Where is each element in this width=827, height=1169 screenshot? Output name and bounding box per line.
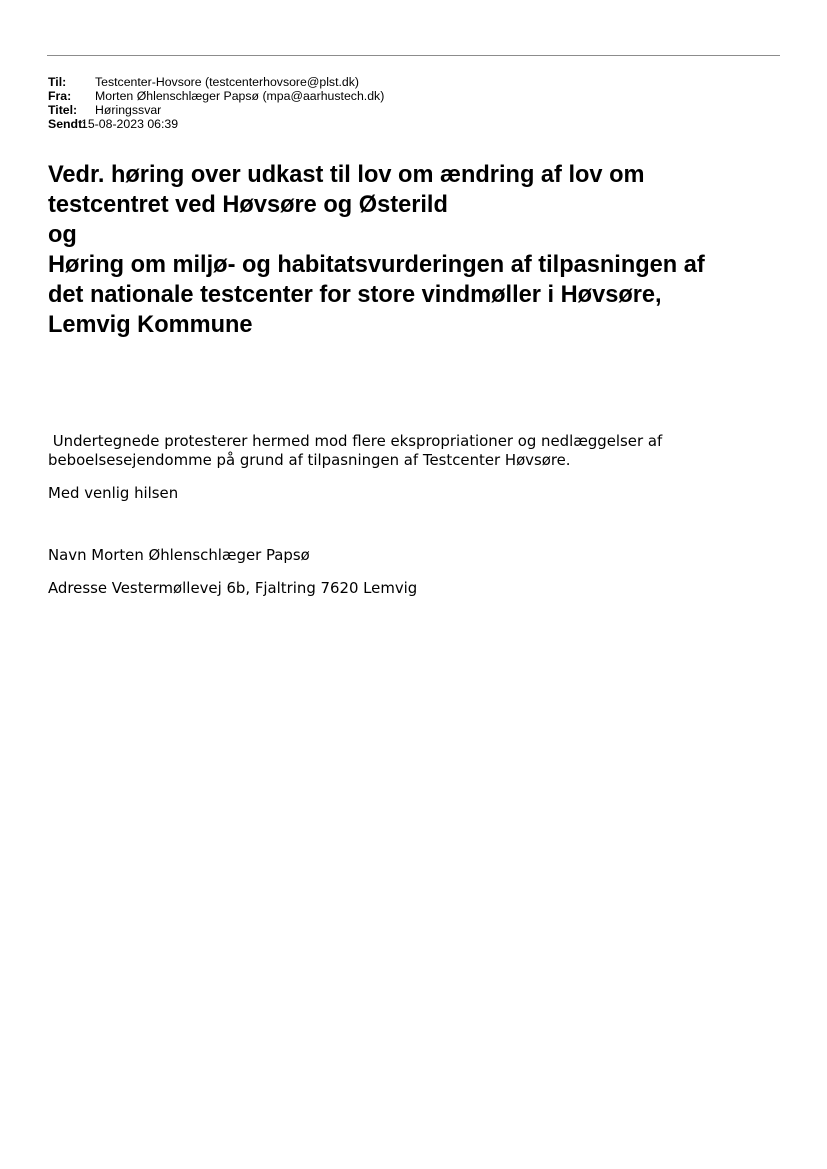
- from-value: Morten Øhlenschlæger Papsø (mpa@aarhustech.dk): [95, 89, 385, 103]
- document-heading: [48, 160, 788, 340]
- header-row-from: [48, 89, 384, 103]
- from-label: Fra:: [48, 89, 72, 103]
- heading-line: testcentret ved Høvsøre og Østerild: [48, 192, 448, 218]
- heading-line: Vedr. høring over udkast til lov om ændring af lov om: [48, 162, 645, 188]
- heading-line: og: [48, 222, 77, 248]
- body-paragraph: [48, 432, 662, 470]
- heading-line: Høring om miljø- og habitatsvurderingen af tilpasningen af: [48, 252, 705, 278]
- signature-address: Adresse Vestermøllevej 6b, Fjaltring 7620 Lemvig: [48, 579, 418, 597]
- email-header: [48, 75, 384, 131]
- sent-label: Sendt:: [48, 117, 87, 131]
- to-label: Til:: [48, 75, 67, 89]
- heading-line: det nationale testcenter for store vindmøller i Høvsøre,: [48, 282, 662, 308]
- body-paragraph-line: Undertegnede protesterer hermed mod flere ekspropriationer og nedlæggelser af: [48, 432, 663, 450]
- subject-label: Titel:: [48, 103, 78, 117]
- subject-value: Høringssvar: [95, 103, 162, 117]
- header-row-subject: [48, 103, 384, 117]
- sent-value: 15-08-2023 06:39: [81, 117, 179, 131]
- heading-line: Lemvig Kommune: [48, 312, 253, 338]
- body-paragraph-line: beboelsesejendomme på grund af tilpasningen af Testcenter Høvsøre.: [48, 451, 571, 469]
- to-value: Testcenter-Hovsore (testcenterhovsore@plst.dk): [95, 75, 359, 89]
- header-row-to: [48, 75, 384, 89]
- closing-greeting: Med venlig hilsen: [48, 484, 179, 502]
- header-divider: [47, 55, 780, 56]
- signature-name: Navn Morten Øhlenschlæger Papsø: [48, 546, 310, 564]
- header-row-sent: [48, 117, 384, 131]
